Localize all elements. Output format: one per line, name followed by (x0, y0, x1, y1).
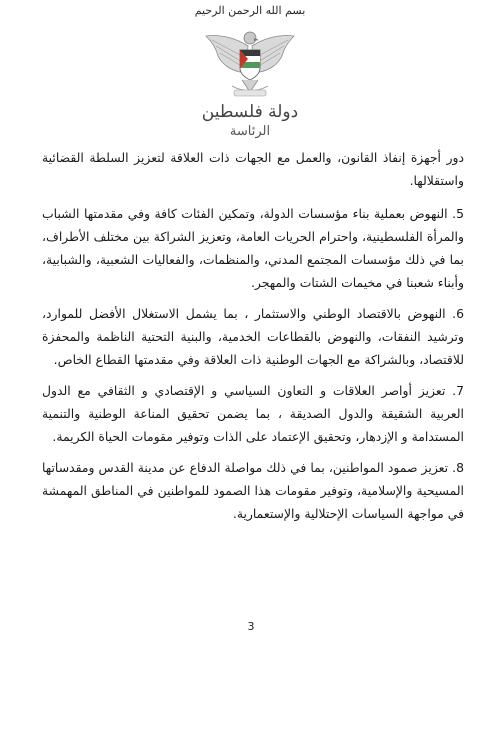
list-item (42, 202, 464, 294)
list-item-number: 6. (452, 306, 464, 321)
letterhead (150, 4, 350, 140)
list-item (42, 456, 464, 525)
list-item-text: تعزيز صمود المواطنين، بما في ذلك مواصلة الدفاع عن مدينة القدس ومقدساتها المسيحية والإسلامية، وتوفير مقومات هذا الصمود للمواطنين في المناطق المهمشة في مواجهة السياسات الإحتلالية والإستعمارية. (42, 460, 464, 521)
intro-paragraph: دور أجهزة إنفاذ القانون، والعمل مع الجهات ذات العلاقة لتعزيز السلطة القضائية واستقلالها. (42, 150, 464, 188)
list-item (42, 379, 464, 448)
state-name: دولة فلسطين (201, 102, 299, 122)
basmala-text: بسم الله الرحمن الرحيم (194, 4, 306, 17)
list-item-text: النهوض بعملية بناء مؤسسات الدولة، وتمكين الفئات كافة وفي مقدمتها الشباب والمرأة الفلسطينية، واحترام الحريات العامة، وتعزيز الشراكة بين مختلف الأطراف، بما في ذلك مؤسسات المجتمع المدني، والمنظمات، والفعاليات الشعبية، والشبابية، وأبناء شعبنا في مخيمات الشتات والمهجر. (42, 206, 464, 290)
page-number: 3 (247, 620, 255, 633)
list-item-text: النهوض بالاقتصاد الوطني والاستثمار ، بما يشمل الاستغلال الأفضل للموارد، وترشيد النفقات، والنهوض بالقطاعات الخدمية، والبنية التحتية الناظمة والمحفزة للاقتصاد، وبالشراكة مع الجهات الوطنية ذات العلاقة وفي مقدمتها القطاع الخاص. (42, 306, 464, 367)
list-item-number: 5. (452, 206, 464, 221)
document-body (42, 146, 464, 533)
list-item-text: تعزيز أواصر العلاقات و التعاون السياسي و الإقتصادي و الثقافي مع الدول العربية الشقيقة والدول الصديقة ، بما يضمن تحقيق المناعة الوطنية والتنمية المستدامة و الإزدهار، وتحقيق الإعتماد على الذات وتوفير مقومات الحياة الكريمة. (42, 383, 464, 444)
list-item-number: 8. (452, 460, 464, 475)
list-item (42, 302, 464, 371)
list-item-number: 7. (452, 383, 464, 398)
presidency-label: الرئاسة (229, 124, 271, 139)
palestine-eagle-emblem-icon (202, 26, 298, 102)
